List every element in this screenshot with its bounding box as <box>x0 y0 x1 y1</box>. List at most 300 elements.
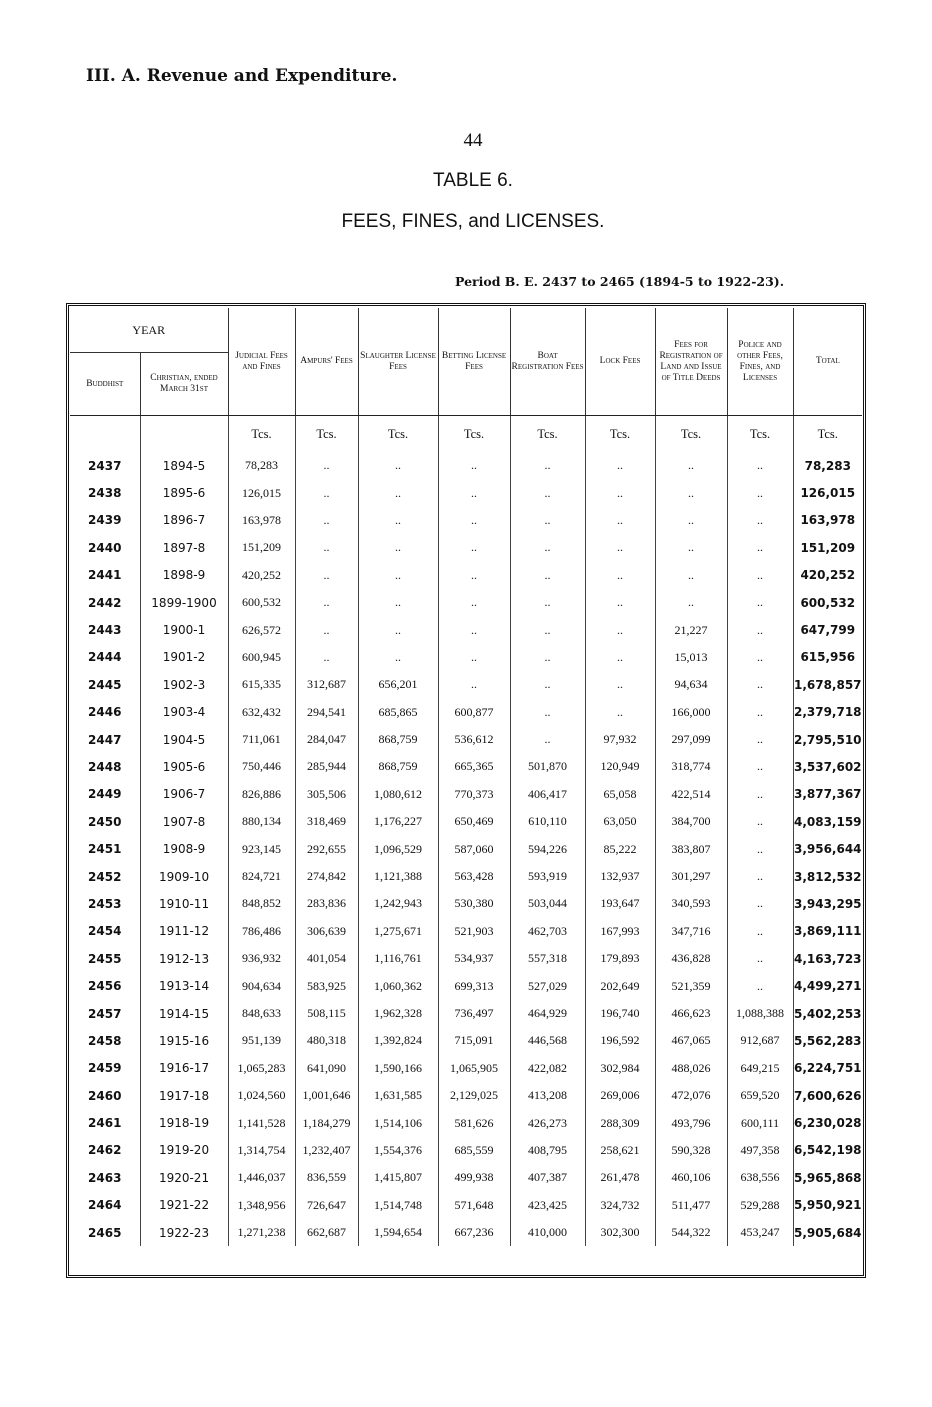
table-row <box>70 918 862 945</box>
value-cell: .. <box>438 671 510 698</box>
value-cell: 85,222 <box>585 835 655 862</box>
value-cell: 1,392,824 <box>358 1027 438 1054</box>
value-cell: .. <box>510 534 585 561</box>
col-header-boat: Boat Registration Fees <box>510 308 585 415</box>
value-cell: 936,932 <box>228 945 295 972</box>
total-cell: 2,379,718 <box>793 699 862 726</box>
value-cell: 120,949 <box>585 753 655 780</box>
buddhist-year-cell: 2454 <box>88 924 122 939</box>
value-cell: .. <box>295 534 358 561</box>
total-cell: 5,402,253 <box>793 1000 862 1027</box>
total-cell: 600,532 <box>793 589 862 616</box>
table-label: TABLE 6. <box>433 170 513 191</box>
value-cell: .. <box>295 616 358 643</box>
table-row <box>70 534 862 561</box>
buddhist-year-cell: 2443 <box>88 623 122 638</box>
value-cell: .. <box>585 699 655 726</box>
table-row <box>70 671 862 698</box>
value-cell: .. <box>438 562 510 589</box>
value-cell: 1,314,754 <box>228 1137 295 1164</box>
value-cell: .. <box>295 452 358 479</box>
value-cell: .. <box>727 945 793 972</box>
buddhist-year-cell: 2455 <box>88 951 122 966</box>
value-cell: 288,309 <box>585 1109 655 1136</box>
value-cell: 65,058 <box>585 781 655 808</box>
value-cell: 726,647 <box>295 1192 358 1219</box>
value-cell: .. <box>585 589 655 616</box>
value-cell: 638,556 <box>727 1164 793 1191</box>
unit-label: Tcs. <box>510 416 585 453</box>
value-cell: 324,732 <box>585 1192 655 1219</box>
value-cell: 78,283 <box>228 452 295 479</box>
value-cell: 544,322 <box>655 1219 727 1246</box>
total-cell: 3,869,111 <box>793 918 862 945</box>
buddhist-year-cell: 2461 <box>88 1116 122 1131</box>
value-cell: 453,247 <box>727 1219 793 1246</box>
value-cell: .. <box>655 562 727 589</box>
table-row <box>70 890 862 917</box>
value-cell: .. <box>727 753 793 780</box>
total-cell: 615,956 <box>793 644 862 671</box>
value-cell: 283,836 <box>295 890 358 917</box>
value-cell: 1,962,328 <box>358 1000 438 1027</box>
value-cell: 347,716 <box>655 918 727 945</box>
buddhist-header: Buddhist <box>86 378 124 389</box>
total-cell: 163,978 <box>793 507 862 534</box>
value-cell: .. <box>510 589 585 616</box>
value-cell: 824,721 <box>228 863 295 890</box>
page-number: 44 <box>463 130 483 151</box>
value-cell: .. <box>655 534 727 561</box>
value-cell: 649,215 <box>727 1055 793 1082</box>
total-cell: 2,795,510 <box>793 726 862 753</box>
value-cell: .. <box>727 671 793 698</box>
value-cell: 261,478 <box>585 1164 655 1191</box>
value-cell: .. <box>727 562 793 589</box>
value-cell: 868,759 <box>358 726 438 753</box>
value-cell: .. <box>510 562 585 589</box>
buddhist-year-cell: 2462 <box>88 1143 122 1158</box>
value-cell: 904,634 <box>228 972 295 999</box>
value-cell: 193,647 <box>585 890 655 917</box>
value-cell: .. <box>295 644 358 671</box>
value-cell: 269,006 <box>585 1082 655 1109</box>
christian-year-cell: 1922-23 <box>140 1219 228 1246</box>
value-cell: 466,623 <box>655 1000 727 1027</box>
value-cell: 656,201 <box>358 671 438 698</box>
value-cell: .. <box>438 616 510 643</box>
value-cell: .. <box>510 671 585 698</box>
christian-year-cell: 1905-6 <box>140 753 228 780</box>
value-cell: 1,446,037 <box>228 1164 295 1191</box>
total-cell: 126,015 <box>793 479 862 506</box>
value-cell: 426,273 <box>510 1109 585 1136</box>
value-cell: 836,559 <box>295 1164 358 1191</box>
table-row <box>70 562 862 589</box>
buddhist-year-cell: 2457 <box>88 1006 122 1021</box>
value-cell: 521,903 <box>438 918 510 945</box>
table-row <box>70 1164 862 1191</box>
value-cell: 499,938 <box>438 1164 510 1191</box>
value-cell: 951,139 <box>228 1027 295 1054</box>
value-cell: 536,612 <box>438 726 510 753</box>
value-cell: 410,000 <box>510 1219 585 1246</box>
value-cell: 600,111 <box>727 1109 793 1136</box>
total-cell: 4,083,159 <box>793 808 862 835</box>
total-cell: 6,542,198 <box>793 1137 862 1164</box>
value-cell: 1,242,943 <box>358 890 438 917</box>
table-row <box>70 781 862 808</box>
value-cell: 615,335 <box>228 671 295 698</box>
value-cell: 493,796 <box>655 1109 727 1136</box>
col-header-lock: Lock Fees <box>585 308 655 415</box>
value-cell: 196,592 <box>585 1027 655 1054</box>
value-cell: .. <box>585 507 655 534</box>
value-cell: 384,700 <box>655 808 727 835</box>
value-cell: 826,886 <box>228 781 295 808</box>
value-cell: 202,649 <box>585 972 655 999</box>
value-cell: 1,594,654 <box>358 1219 438 1246</box>
value-cell: 594,226 <box>510 835 585 862</box>
buddhist-year-cell: 2441 <box>88 568 122 583</box>
total-cell: 1,678,857 <box>793 671 862 698</box>
value-cell: .. <box>727 699 793 726</box>
buddhist-year-cell: 2442 <box>88 595 122 610</box>
value-cell: .. <box>438 534 510 561</box>
unit-label: Tcs. <box>358 416 438 453</box>
value-cell: .. <box>727 835 793 862</box>
value-cell: 420,252 <box>228 562 295 589</box>
value-cell: 302,984 <box>585 1055 655 1082</box>
value-cell: .. <box>727 863 793 890</box>
col-header-judicial: Judicial Fees and Fines <box>228 308 295 415</box>
value-cell: 600,945 <box>228 644 295 671</box>
value-cell: 736,497 <box>438 1000 510 1027</box>
value-cell: 1,590,166 <box>358 1055 438 1082</box>
col-header-slaughter: Slaughter License Fees <box>358 308 438 415</box>
value-cell: 1,176,227 <box>358 808 438 835</box>
buddhist-year-cell: 2449 <box>88 787 122 802</box>
unit-label: Tcs. <box>228 416 295 453</box>
value-cell: 1,348,956 <box>228 1192 295 1219</box>
value-cell: .. <box>358 589 438 616</box>
value-cell: 750,446 <box>228 753 295 780</box>
value-cell: .. <box>438 589 510 616</box>
value-cell: 1,065,283 <box>228 1055 295 1082</box>
christian-year-cell: 1917-18 <box>140 1082 228 1109</box>
christian-year-cell: 1904-5 <box>140 726 228 753</box>
value-cell: 472,076 <box>655 1082 727 1109</box>
value-cell: 488,026 <box>655 1055 727 1082</box>
christian-year-cell: 1906-7 <box>140 781 228 808</box>
value-cell: 583,925 <box>295 972 358 999</box>
buddhist-year-cell: 2465 <box>88 1225 122 1240</box>
value-cell: 626,572 <box>228 616 295 643</box>
total-cell: 5,950,921 <box>793 1192 862 1219</box>
buddhist-year-cell: 2460 <box>88 1088 122 1103</box>
christian-year-cell: 1901-2 <box>140 644 228 671</box>
value-cell: 503,044 <box>510 890 585 917</box>
value-cell: 530,380 <box>438 890 510 917</box>
value-cell: 1,088,388 <box>727 1000 793 1027</box>
table-row <box>70 1055 862 1082</box>
section-header: III. A. Revenue and Expenditure. <box>86 66 398 86</box>
value-cell: 1,271,238 <box>228 1219 295 1246</box>
buddhist-year-cell: 2458 <box>88 1033 122 1048</box>
value-cell: 497,358 <box>727 1137 793 1164</box>
value-cell: 563,428 <box>438 863 510 890</box>
value-cell: 659,520 <box>727 1082 793 1109</box>
value-cell: 306,639 <box>295 918 358 945</box>
value-cell: 301,297 <box>655 863 727 890</box>
value-cell: 571,648 <box>438 1192 510 1219</box>
value-cell: 284,047 <box>295 726 358 753</box>
value-cell: 511,477 <box>655 1192 727 1219</box>
value-cell: 527,029 <box>510 972 585 999</box>
total-cell: 151,209 <box>793 534 862 561</box>
value-cell: 912,687 <box>727 1027 793 1054</box>
value-cell: 1,024,560 <box>228 1082 295 1109</box>
table-row <box>70 835 862 862</box>
unit-label: Tcs. <box>793 416 862 453</box>
value-cell: 21,227 <box>655 616 727 643</box>
value-cell: 166,000 <box>655 699 727 726</box>
value-cell: 662,687 <box>295 1219 358 1246</box>
christian-year-cell: 1911-12 <box>140 918 228 945</box>
table-row <box>70 972 862 999</box>
units-row <box>70 416 862 453</box>
value-cell: 610,110 <box>510 808 585 835</box>
value-cell: .. <box>727 890 793 917</box>
value-cell: 1,514,748 <box>358 1192 438 1219</box>
value-cell: .. <box>295 479 358 506</box>
total-cell: 3,877,367 <box>793 781 862 808</box>
buddhist-year-cell: 2450 <box>88 814 122 829</box>
value-cell: .. <box>358 452 438 479</box>
value-cell: .. <box>510 699 585 726</box>
col-header-betting: Betting License Fees <box>438 308 510 415</box>
value-cell: .. <box>358 562 438 589</box>
value-cell: 641,090 <box>295 1055 358 1082</box>
year-header: YEAR <box>70 308 228 353</box>
value-cell: 1,001,646 <box>295 1082 358 1109</box>
value-cell: 297,099 <box>655 726 727 753</box>
value-cell: .. <box>727 589 793 616</box>
value-cell: 423,425 <box>510 1192 585 1219</box>
value-cell: .. <box>727 808 793 835</box>
christian-year-cell: 1896-7 <box>140 507 228 534</box>
value-cell: 436,828 <box>655 945 727 972</box>
value-cell: 557,318 <box>510 945 585 972</box>
value-cell: .. <box>510 479 585 506</box>
total-cell: 420,252 <box>793 562 862 589</box>
christian-year-cell: 1915-16 <box>140 1027 228 1054</box>
period-caption: Period B. E. 2437 to 2465 (1894-5 to 1922-23). <box>455 274 785 289</box>
value-cell: 529,288 <box>727 1192 793 1219</box>
table-row <box>70 507 862 534</box>
value-cell: 258,621 <box>585 1137 655 1164</box>
value-cell: 467,065 <box>655 1027 727 1054</box>
value-cell: .. <box>510 452 585 479</box>
value-cell: .. <box>585 671 655 698</box>
value-cell: 685,865 <box>358 699 438 726</box>
value-cell: .. <box>727 972 793 999</box>
christian-year-cell: 1902-3 <box>140 671 228 698</box>
value-cell: 593,919 <box>510 863 585 890</box>
christian-year-cell: 1909-10 <box>140 863 228 890</box>
table-row <box>70 479 862 506</box>
value-cell: .. <box>655 452 727 479</box>
value-cell: 600,532 <box>228 589 295 616</box>
value-cell: 868,759 <box>358 753 438 780</box>
value-cell: 667,236 <box>438 1219 510 1246</box>
value-cell: .. <box>727 507 793 534</box>
value-cell: 312,687 <box>295 671 358 698</box>
unit-label: Tcs. <box>585 416 655 453</box>
value-cell: .. <box>358 644 438 671</box>
value-cell: .. <box>510 507 585 534</box>
value-cell: 407,387 <box>510 1164 585 1191</box>
value-cell: 340,593 <box>655 890 727 917</box>
value-cell: 1,065,905 <box>438 1055 510 1082</box>
table-row <box>70 945 862 972</box>
value-cell: 587,060 <box>438 835 510 862</box>
total-cell: 4,163,723 <box>793 945 862 972</box>
value-cell: 97,932 <box>585 726 655 753</box>
christian-year-cell: 1908-9 <box>140 835 228 862</box>
value-cell: 581,626 <box>438 1109 510 1136</box>
table-row <box>70 726 862 753</box>
col-header-total: Total <box>793 308 862 415</box>
total-cell: 5,905,684 <box>793 1219 862 1246</box>
buddhist-year-cell: 2464 <box>88 1198 122 1213</box>
unit-label: Tcs. <box>655 416 727 453</box>
value-cell: 446,568 <box>510 1027 585 1054</box>
value-cell: 1,184,279 <box>295 1109 358 1136</box>
value-cell: 1,121,388 <box>358 863 438 890</box>
value-cell: 521,359 <box>655 972 727 999</box>
buddhist-year-cell: 2456 <box>88 979 122 994</box>
christian-year-cell: 1910-11 <box>140 890 228 917</box>
christian-year-cell: 1919-20 <box>140 1137 228 1164</box>
value-cell: .. <box>358 479 438 506</box>
table-row <box>70 616 862 643</box>
value-cell: 294,541 <box>295 699 358 726</box>
value-cell: 464,929 <box>510 1000 585 1027</box>
table-row <box>70 644 862 671</box>
value-cell: 305,506 <box>295 781 358 808</box>
table-row <box>70 863 862 890</box>
value-cell: .. <box>727 616 793 643</box>
value-cell: .. <box>295 562 358 589</box>
col-header-police: Police and other Fees, Fines, and Licenses <box>727 308 793 415</box>
value-cell: .. <box>727 918 793 945</box>
total-cell: 3,956,644 <box>793 835 862 862</box>
buddhist-year-cell: 2451 <box>88 842 122 857</box>
buddhist-year-cell: 2444 <box>88 650 122 665</box>
value-cell: 401,054 <box>295 945 358 972</box>
christian-year-cell: 1912-13 <box>140 945 228 972</box>
value-cell: .. <box>438 479 510 506</box>
value-cell: 1,116,761 <box>358 945 438 972</box>
value-cell: .. <box>655 479 727 506</box>
col-header-land: Fees for Registration of Land and Issue of Title Deeds <box>655 308 727 415</box>
value-cell: 632,432 <box>228 699 295 726</box>
christian-year-cell: 1894-5 <box>140 452 228 479</box>
value-cell: 383,807 <box>655 835 727 862</box>
value-cell: 501,870 <box>510 753 585 780</box>
value-cell: .. <box>358 616 438 643</box>
value-cell: 534,937 <box>438 945 510 972</box>
buddhist-year-cell: 2446 <box>88 705 122 720</box>
value-cell: .. <box>295 589 358 616</box>
total-cell: 3,812,532 <box>793 863 862 890</box>
value-cell: 408,795 <box>510 1137 585 1164</box>
value-cell: 665,365 <box>438 753 510 780</box>
value-cell: .. <box>655 589 727 616</box>
value-cell: 196,740 <box>585 1000 655 1027</box>
col-header-ampurs: Ampurs' Fees <box>295 308 358 415</box>
buddhist-year-cell: 2453 <box>88 896 122 911</box>
value-cell: 179,893 <box>585 945 655 972</box>
table-row <box>70 1137 862 1164</box>
value-cell: 285,944 <box>295 753 358 780</box>
christian-year-cell: 1897-8 <box>140 534 228 561</box>
value-cell: 422,082 <box>510 1055 585 1082</box>
value-cell: 151,209 <box>228 534 295 561</box>
value-cell: 1,232,407 <box>295 1137 358 1164</box>
value-cell: 699,313 <box>438 972 510 999</box>
value-cell: 923,145 <box>228 835 295 862</box>
buddhist-year-cell: 2440 <box>88 540 122 555</box>
value-cell: .. <box>438 452 510 479</box>
value-cell: 880,134 <box>228 808 295 835</box>
christian-year-cell: 1907-8 <box>140 808 228 835</box>
value-cell: .. <box>510 726 585 753</box>
value-cell: 650,469 <box>438 808 510 835</box>
value-cell: 480,318 <box>295 1027 358 1054</box>
value-cell: 292,655 <box>295 835 358 862</box>
value-cell: 848,852 <box>228 890 295 917</box>
value-cell: 132,937 <box>585 863 655 890</box>
christian-year-cell: 1900-1 <box>140 616 228 643</box>
value-cell: .. <box>585 452 655 479</box>
value-cell: 1,631,585 <box>358 1082 438 1109</box>
christian-year-cell: 1916-17 <box>140 1055 228 1082</box>
table-row <box>70 452 862 479</box>
christian-year-cell: 1913-14 <box>140 972 228 999</box>
buddhist-year-cell: 2448 <box>88 759 122 774</box>
value-cell: 167,993 <box>585 918 655 945</box>
buddhist-year-cell: 2447 <box>88 732 122 747</box>
christian-header: Christian, ended March 31st <box>140 353 228 416</box>
buddhist-year-cell: 2452 <box>88 869 122 884</box>
unit-label: Tcs. <box>295 416 358 453</box>
table-row <box>70 1109 862 1136</box>
value-cell: 1,275,671 <box>358 918 438 945</box>
value-cell: 126,015 <box>228 479 295 506</box>
value-cell: 406,417 <box>510 781 585 808</box>
christian-year-cell: 1920-21 <box>140 1164 228 1191</box>
buddhist-year-cell: 2463 <box>88 1170 122 1185</box>
total-cell: 78,283 <box>793 452 862 479</box>
total-cell: 6,224,751 <box>793 1055 862 1082</box>
value-cell: .. <box>727 479 793 506</box>
value-cell: .. <box>727 534 793 561</box>
table-row <box>70 699 862 726</box>
value-cell: .. <box>655 507 727 534</box>
value-cell: 848,633 <box>228 1000 295 1027</box>
